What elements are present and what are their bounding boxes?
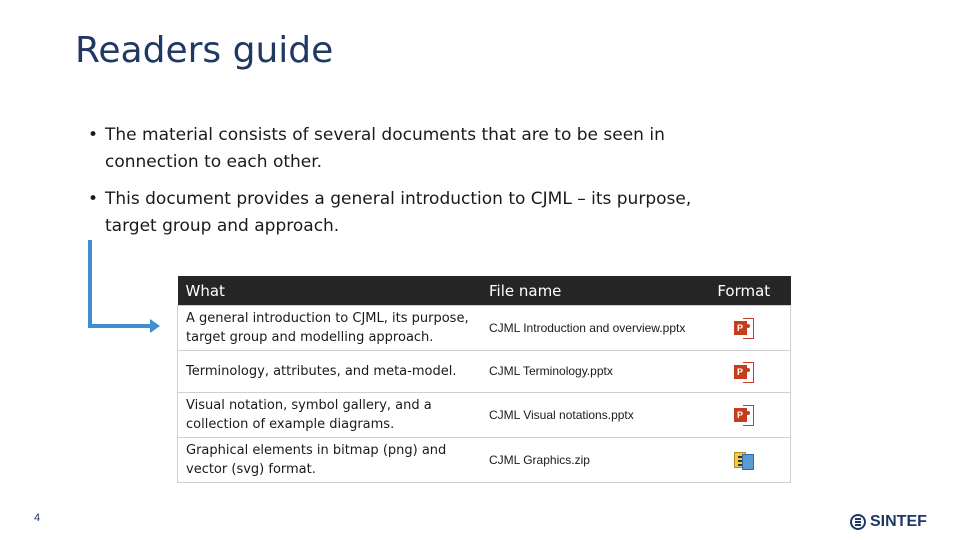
powerpoint-icon[interactable]: P (734, 318, 754, 338)
sintef-logo (850, 512, 927, 532)
bullet-glyph: • (88, 125, 99, 145)
connector-arrow-vertical (88, 240, 92, 328)
row-description: Graphical elements in bitmap (png) and vector (svg) format. (178, 438, 482, 483)
table-row (178, 351, 791, 393)
column-header-what: What (178, 276, 482, 306)
row-file-name: CJML Terminology.pptx (481, 351, 697, 393)
row-file-name: CJML Graphics.zip (481, 438, 697, 483)
slide-title: Readers guide (75, 30, 334, 71)
row-format (697, 393, 791, 438)
bullet-item-1 (88, 122, 708, 176)
bullet-item-2 (88, 186, 708, 240)
row-format (697, 306, 791, 351)
row-description: Visual notation, symbol gallery, and a collection of example diagrams. (178, 393, 482, 438)
sintef-logo-icon (850, 514, 866, 530)
table-row (178, 393, 791, 438)
powerpoint-icon[interactable]: P (734, 405, 754, 425)
row-description: Terminology, attributes, and meta-model. (178, 351, 482, 393)
logo-text: SINTEF (870, 513, 927, 530)
table-row (178, 306, 791, 351)
page-number: 4 (34, 512, 41, 524)
table-row (178, 438, 791, 483)
powerpoint-icon[interactable]: P (734, 362, 754, 382)
table-header-row (178, 276, 791, 306)
documents-table (177, 276, 791, 483)
row-file-name: CJML Visual notations.pptx (481, 393, 697, 438)
row-format (697, 351, 791, 393)
row-file-name: CJML Introduction and overview.pptx (481, 306, 697, 351)
connector-arrow-horizontal (88, 324, 152, 328)
bullet-text: The material consists of several documents that are to be seen in connection to each other. (105, 125, 665, 172)
zip-archive-icon[interactable] (734, 450, 754, 470)
row-format (697, 438, 791, 483)
bullet-glyph: • (88, 189, 99, 209)
column-header-file-name: File name (481, 276, 697, 306)
column-header-format: Format (697, 276, 791, 306)
row-description: A general introduction to CJML, its purpose, target group and modelling approach. (178, 306, 482, 351)
arrow-head-icon (150, 319, 160, 333)
bullet-text: This document provides a general introduction to CJML – its purpose, target group and approach. (105, 189, 692, 236)
